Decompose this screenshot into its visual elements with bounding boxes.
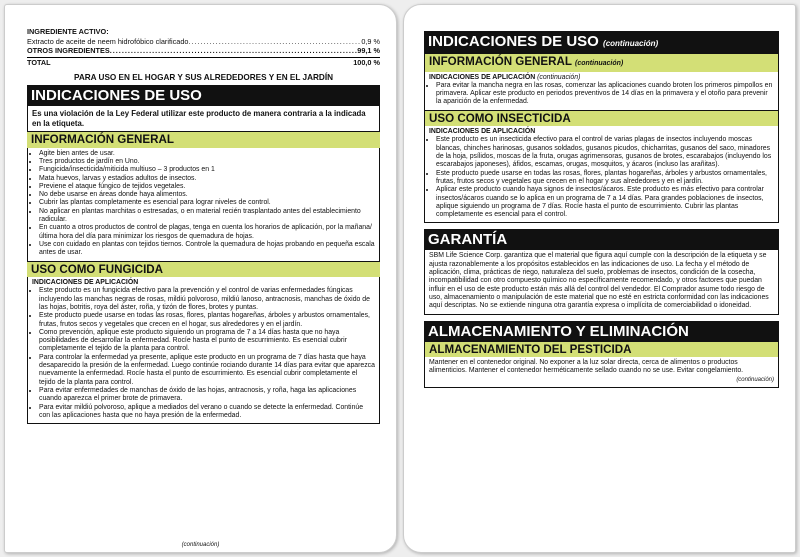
left-page-footer: (continuación) [181, 542, 220, 548]
total-value: 100,0 % [353, 57, 380, 67]
list-item: • En cuanto a otros productos de control de plagas, tenga en cuenta los horarios de aplicación, por la mañana/última hora del día para minimizar los riesgos de quemadura de hojas. [39, 224, 375, 241]
list-item: • Para evitar mildiú polvoroso, aplique a mediados del verano o cuando se detecte la enfermedad. Continúe con las aplicaciones hasta que no haya presión de la enfermedad. [39, 404, 375, 421]
right-page-content [424, 31, 779, 544]
list-item: • Como prevención, aplique este producto siguiendo un programa de 7 a 14 días hasta que no haya posibilidades de desarrollar la enfermedad. Rocíe hasta el punto de escurrimiento. Es esencial cubrir completamente el tejido de la planta para control. [39, 329, 375, 354]
directions-continued-suffix: (continuación) [603, 39, 659, 48]
general-info-continued-heading-text: INFORMACIÓN GENERAL [429, 55, 572, 68]
left-page-content [27, 27, 380, 544]
active-ingredient-row [27, 37, 380, 47]
list-item: • Este producto puede usarse en todas las rosas, flores, plantas hogareñas, árboles y arbustos ornamentales, frutas, frutos secos y vegetales que crecen en el hogar, sus alrededores y en el jardín. [39, 312, 375, 329]
active-ingredient-value: 0,9 % [361, 36, 380, 46]
general-info-continued-box [424, 72, 779, 111]
list-item: • Use con cuidado en plantas con tejidos tiernos. Controle la quemadura de hojas probando en pequeña escala antes de usar. [39, 241, 375, 258]
list-item: • Para controlar la enfermedad ya presente, aplique este producto en un programa de 7 días hasta que haya desaparecido la presión de la enfermedad. Luego continúe rociando durante 14 días para evitar que aparezca nuevamente la enfermedad. Rocíe hasta el punto de escurrimiento. Es esencial cubrir completamente el tejido de la planta para control. [39, 354, 375, 387]
insecticide-list [429, 136, 774, 219]
general-application-label-suffix: (continuación) [537, 73, 581, 81]
general-info-continued-list [429, 82, 774, 107]
fungicide-box [27, 277, 380, 424]
active-ingredient-name: Extracto de aceite de neem hidrofóbico clarificado [27, 36, 189, 46]
pesticide-storage-box [424, 357, 779, 388]
leader-dots [110, 46, 358, 56]
storage-disposal-heading: ALMACENAMIENTO Y ELIMINACIÓN [424, 321, 779, 342]
directions-title: INDICACIONES DE USO [27, 85, 380, 106]
total-label: TOTAL [27, 57, 51, 67]
list-item: • Este producto es un insecticida efectivo para el control de varias plagas de insectos incluyendo moscas blancas, chinches harinosas, gusanos soldados, gusanos picudos, chicharritas, gusanos del saco, minadores de la hoja, psílidos, moscas de la fruta, orugas agrimensoras, gusanos de brotes, escarabajos (incluyendo los escarabajos japoneses), áfidos, escamas, orugas, mosquitos, y ácaros (incluso las arañitas). [436, 136, 774, 169]
active-ingredient-label: INGREDIENTE ACTIVO: [27, 27, 109, 36]
list-item: • Cubrir las plantas completamente es esencial para lograr niveles de control. [39, 199, 375, 207]
warranty-text: SBM Life Science Corp. garantiza que el material que figura aquí cumple con la descripción de la etiqueta y se ajusta razonablemente a los propósitos establecidos en las indicaciones de uso. La fecha y el método de aplicación, clima, prácticas de riego, naturaleza del suelo, problemas de insectos, condición de la cosecha, incompatibilidad con otro compuesto químico no específicamente recomendado, y otros factores que puedan influir en el uso de este producto están más allá del control del vendedor. El Comprador asume todo riesgo de uso, almacenamiento o manipulación de este material que no esté en estricta conformidad con las indicaciones aquí descriptas. No se extiende ninguna otra garantía expresa o implícita de comerciabilidad o idoneidad. [429, 252, 769, 310]
list-item: • Tres productos de jardín en Uno. [39, 158, 375, 166]
pesticide-storage-heading: ALMACENAMIENTO DEL PESTICIDA [424, 342, 779, 358]
list-item: • Mata huevos, larvas y estadios adultos de insectos. [39, 175, 375, 183]
federal-law-warning: Es una violación de la Ley Federal utilizar este producto de manera contraria a la indicada en la etiqueta. [27, 106, 380, 132]
list-item: • Para evitar la mancha negra en las rosas, comenzar las aplicaciones cuando broten los primeros pimpollos en primavera. Aplicar este producto en periodos preventivos de 14 días en la primavera y el otoño para prevenir la aparición de la enfermedad. [436, 82, 774, 107]
insecticide-box [424, 126, 779, 223]
directions-continued-title [424, 31, 779, 54]
warranty-heading: GARANTÍA [424, 229, 779, 250]
other-ingredients-row [27, 46, 380, 56]
list-item: • No aplicar en plantas marchitas o estresadas, o en material recién trasplantado antes del establecimiento radicular. [39, 208, 375, 225]
list-item: • Fungicida/insecticida/miticida multiuso – 3 productos en 1 [39, 166, 375, 174]
list-item: • Este producto es un fungicida efectivo para la prevención y el control de varias enfermedades fúngicas incluyendo las manchas negras de rosas, mildiú polvoroso, mildiú lanoso, antracnosis, manchas de óxido de las hojas, botritis, roya del áster, roña, y tizón de flores, brotes y puntas. [39, 287, 375, 312]
other-ingredients-value: 99,1 % [357, 46, 380, 56]
general-application-label-text: INDICACIONES DE APLICACIÓN [429, 73, 536, 81]
fungicide-application-label: INDICACIONES DE APLICACIÓN [32, 279, 139, 287]
storage-continued-note: (continuación) [736, 376, 774, 383]
list-item: • No debe usarse en áreas donde haya alimentos. [39, 191, 375, 199]
general-info-box [27, 148, 380, 262]
list-item: • Este producto puede usarse en todas las rosas, flores, plantas hogareñas, árboles y arbustos ornamentales, frutas, frutos secos y vegetales que crecen en el hogar y sus alrededores y en el jardín. [436, 170, 774, 187]
general-application-label [429, 74, 774, 82]
insecticide-heading: USO COMO INSECTICIDA [424, 111, 779, 127]
list-item: • Previene el ataque fúngico de tejidos vegetales. [39, 183, 375, 191]
other-ingredients-label: OTROS INGREDIENTES [27, 46, 110, 56]
insecticide-application-label: INDICACIONES DE APLICACIÓN [429, 128, 536, 136]
general-info-continued-suffix: (continuación) [575, 60, 624, 67]
leader-dots [188, 37, 361, 47]
fungicide-list [32, 287, 375, 420]
fungicide-heading: USO COMO FUNGICIDA [27, 262, 380, 278]
left-page [4, 4, 397, 553]
pesticide-storage-text: Mantener en el contenedor original. No exponer a la luz solar directa, cerca de alimentos o productos alimenticios. Mantener el contenedor herméticamente sellado cuando no se use. Evitar congelamiento. [429, 359, 744, 375]
total-row [27, 57, 380, 68]
list-item: • Para evitar enfermedades de manchas de óxido de las hojas, antracnosis, y roña, haga las aplicaciones cuando aparezca el primer brote de primavera. [39, 387, 375, 404]
general-info-list [32, 150, 375, 258]
list-item: • Aplicar este producto cuando haya signos de insectos/ácaros. Este producto es más efectivo para controlar insectos/ácaros cuando se lo aplica en un programa de 7 a 14 días. Para grandes poblaciones de insectos, aplique siguiendo un programa de 7 días. Rocíe hasta el punto de escurrimiento. Cubrir las plantas completamente es esencial para el control. [436, 186, 774, 219]
list-item: • Agite bien antes de usar. [39, 150, 375, 158]
home-use-heading: PARA USO EN EL HOGAR Y SUS ALREDEDORES Y EN EL JARDÍN [73, 73, 334, 83]
general-info-heading: INFORMACIÓN GENERAL [27, 132, 380, 148]
general-info-continued-heading [424, 54, 779, 72]
right-page [403, 4, 796, 553]
warranty-box [424, 250, 779, 314]
directions-continued-title-text: INDICACIONES DE USO [428, 33, 599, 50]
ingredients-block [27, 27, 380, 67]
